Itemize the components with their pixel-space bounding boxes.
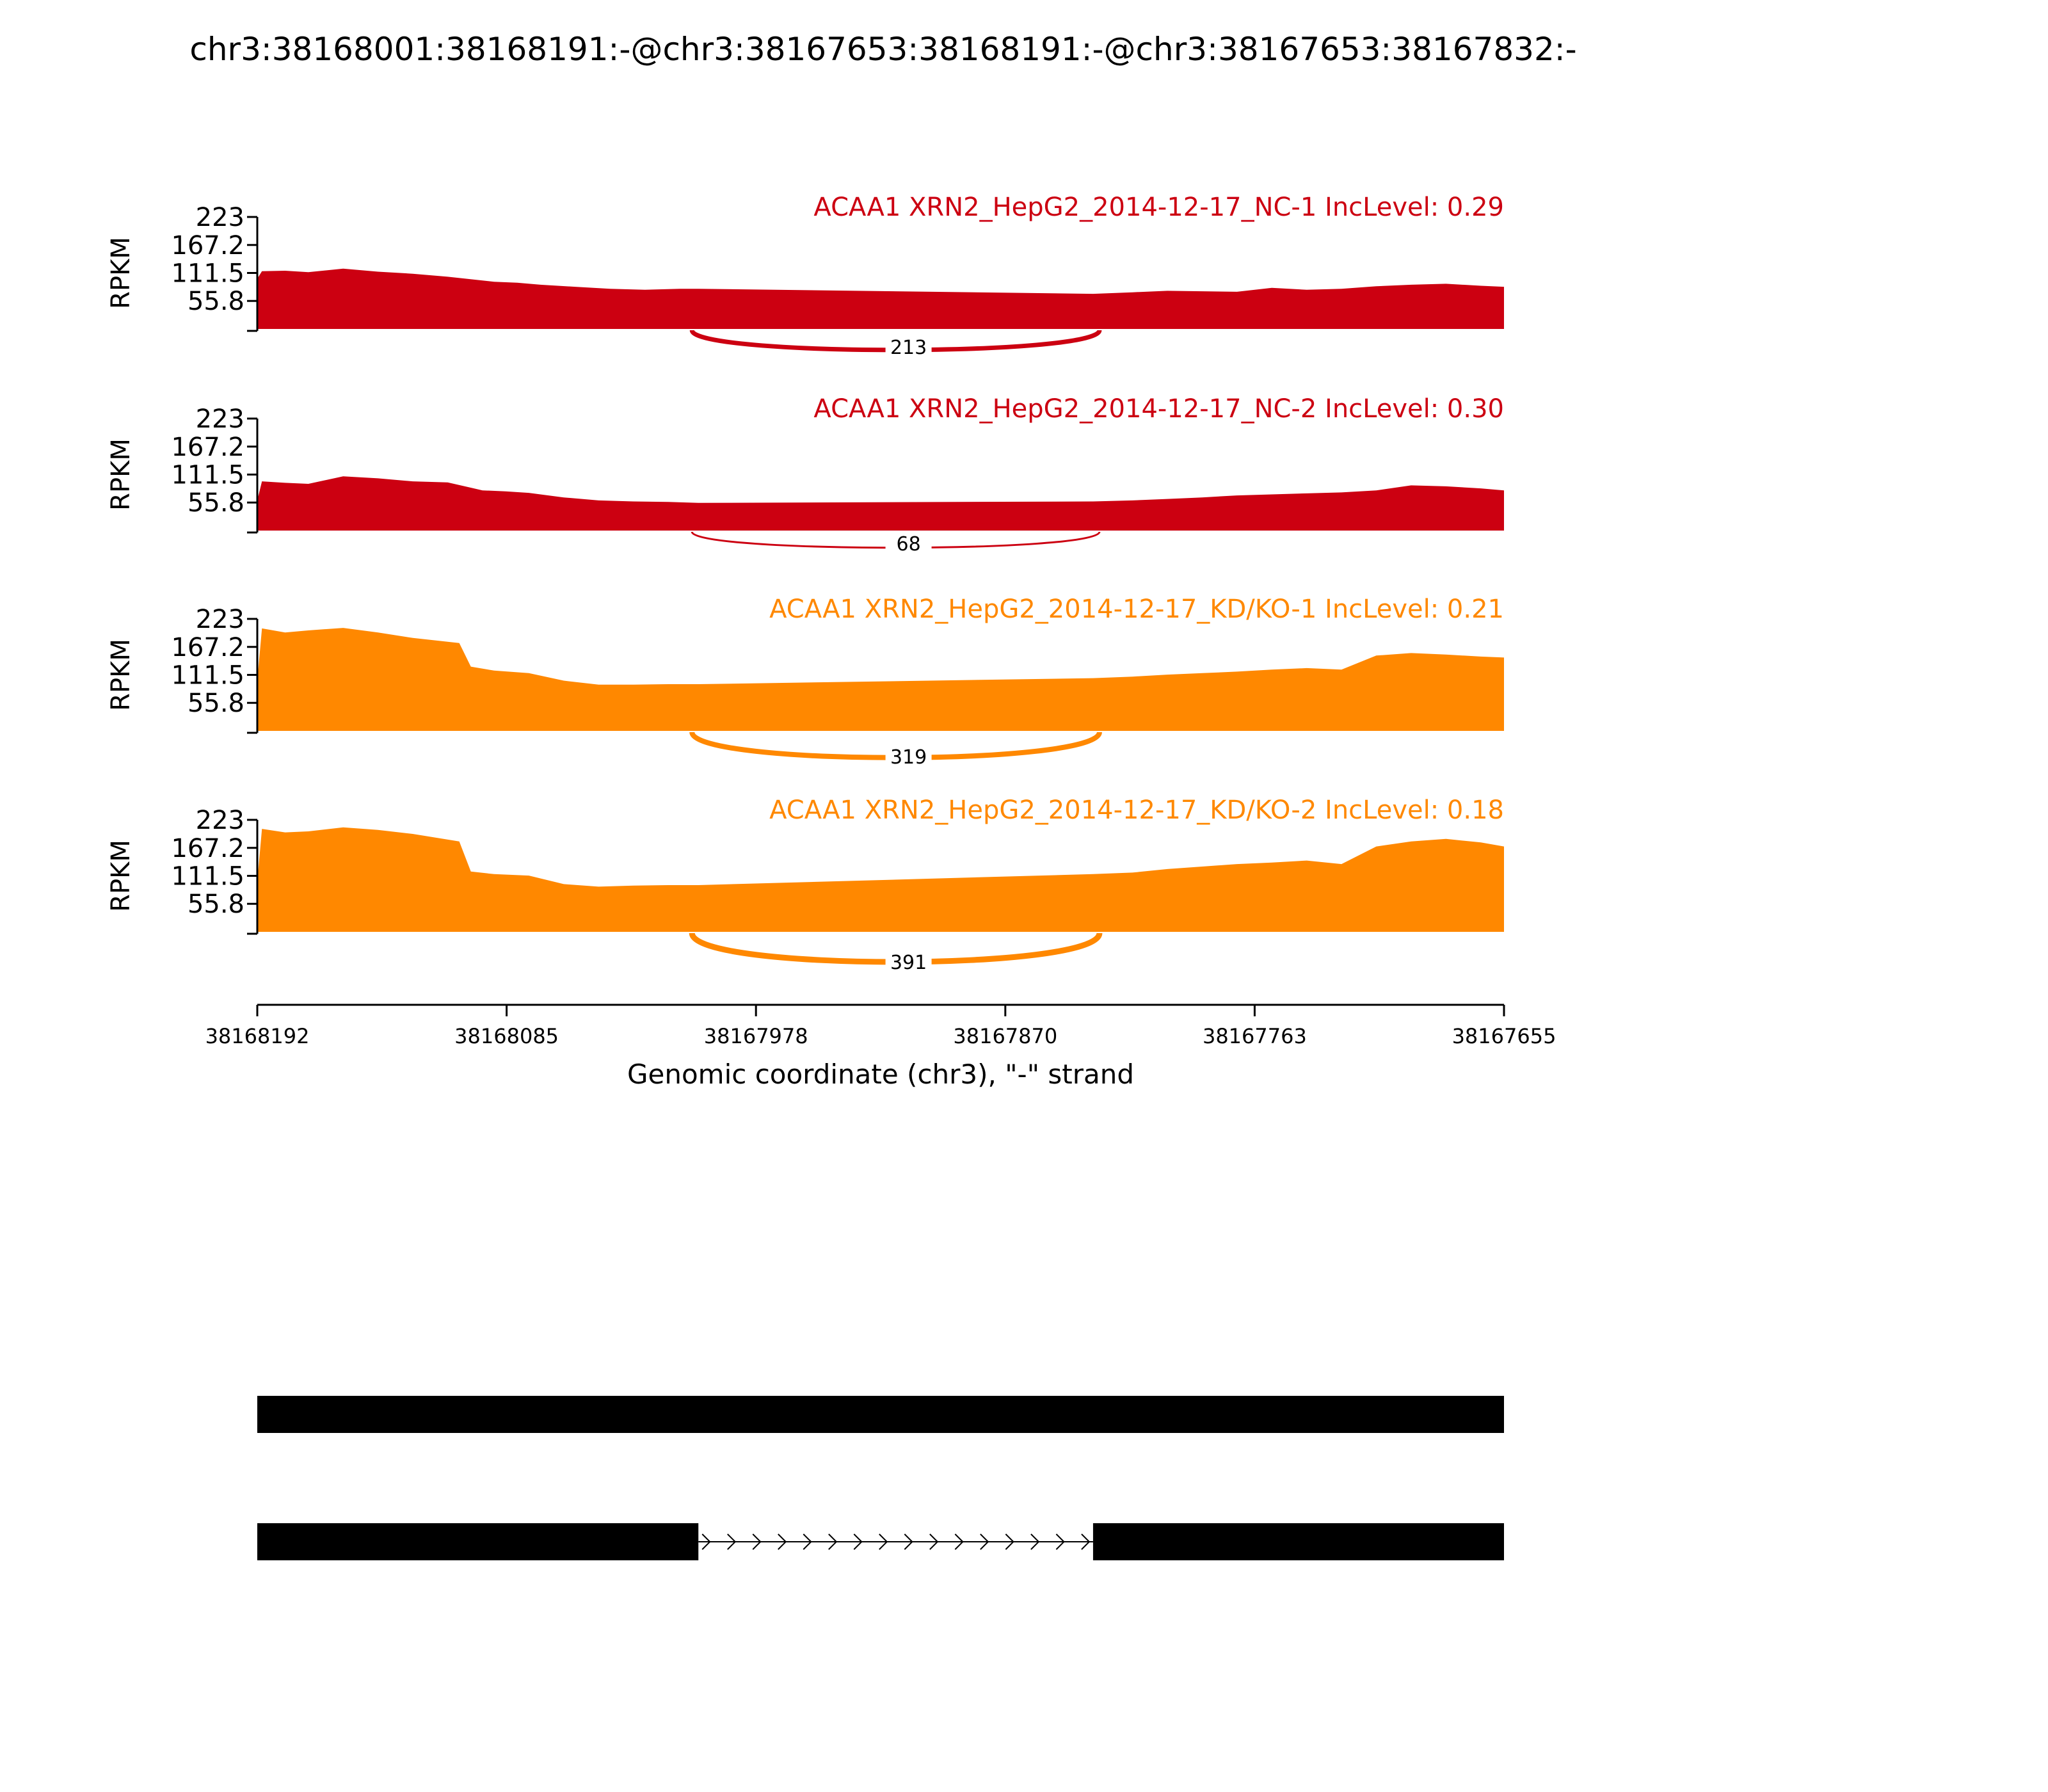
y-tick-label: 223 [195,404,244,434]
coverage-area [257,628,1504,731]
isoform-skip-exon-upstream [257,1523,698,1560]
x-tick-label: 38168192 [205,1024,310,1048]
isoform-models [257,1396,1504,1560]
y-tick-label: 111.5 [171,259,244,289]
y-axis-label: RPKM [106,840,136,912]
y-tick-label: 55.8 [187,488,244,518]
track-label: ACAA1 XRN2_HepG2_2014-12-17_KD/KO-1 IncLevel: 0.21 [769,595,1504,624]
y-tick-label: 55.8 [187,890,244,920]
x-tick-label: 38167763 [1202,1024,1307,1048]
coverage-track-3 [106,595,1504,769]
y-tick-label: 111.5 [171,660,244,691]
coverage-track-4 [106,796,1504,974]
y-tick-label: 223 [195,203,244,232]
junction-count: 213 [890,337,927,359]
y-tick-label: 55.8 [187,689,244,719]
y-tick-label: 111.5 [171,460,244,490]
y-tick-label: 223 [195,806,244,835]
y-tick-label: 167.2 [171,833,244,863]
isoform-inclusion-exon [257,1396,1504,1433]
junction-count: 68 [896,533,921,556]
coverage-track-1 [106,193,1504,359]
x-tick-label: 38167655 [1452,1024,1556,1048]
y-tick-label: 167.2 [171,432,244,462]
track-label: ACAA1 XRN2_HepG2_2014-12-17_NC-1 IncLevel: 0.29 [813,193,1504,222]
y-tick-label: 111.5 [171,861,244,892]
x-tick-label: 38167978 [703,1024,808,1048]
y-tick-label: 167.2 [171,230,244,260]
x-tick-label: 38168085 [454,1024,559,1048]
track-label: ACAA1 XRN2_HepG2_2014-12-17_NC-2 IncLevel: 0.30 [813,394,1504,424]
x-axis-label: Genomic coordinate (chr3), "-" strand [627,1059,1135,1090]
junction-count: 391 [890,952,927,974]
coverage-area [257,476,1504,531]
coverage-area [257,269,1504,329]
y-tick-label: 55.8 [187,287,244,317]
y-tick-label: 223 [195,605,244,634]
x-tick-label: 38167870 [953,1024,1058,1048]
x-axis [205,1005,1556,1090]
junction-count: 319 [890,746,927,769]
chart-title: chr3:38168001:38168191:-@chr3:38167653:38168191:-@chr3:38167653:38167832:- [189,31,1577,68]
y-tick-label: 167.2 [171,632,244,662]
isoform-skip-exon-downstream [1093,1523,1504,1560]
y-axis-label: RPKM [106,639,136,711]
y-axis-label: RPKM [106,237,136,309]
track-label: ACAA1 XRN2_HepG2_2014-12-17_KD/KO-2 IncLevel: 0.18 [769,796,1504,825]
intron-coverage [698,324,1093,329]
y-axis-label: RPKM [106,438,136,511]
coverage-track-2 [106,394,1504,556]
